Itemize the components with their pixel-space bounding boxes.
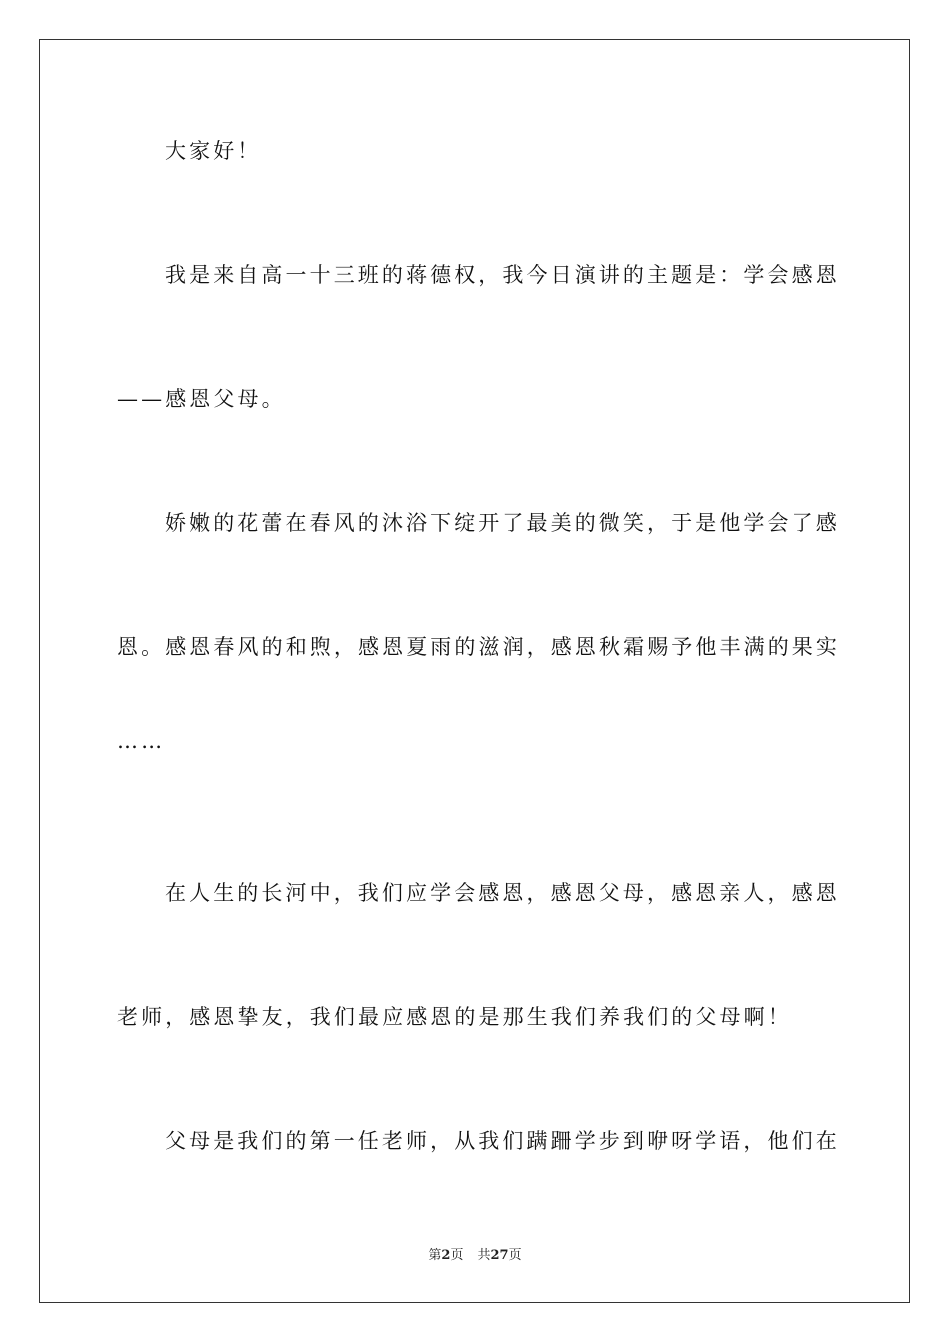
page-number-prefix: 第: [428, 1248, 442, 1263]
total-page-count: 27: [490, 1248, 509, 1263]
paragraph-line: ——感恩父母。: [117, 387, 286, 411]
total-pages-prefix: 共: [477, 1248, 491, 1263]
paragraph-line: 父母是我们的第一任老师，从我们蹒跚学步到咿呀学语，他们在: [165, 1129, 840, 1153]
paragraph-line: 娇嫩的花蕾在春风的沐浴下绽开了最美的微笑，于是他学会了感: [165, 511, 840, 535]
paragraph-line: ……: [117, 729, 166, 753]
total-pages-suffix: 页: [508, 1248, 522, 1263]
paragraph-line: 老师，感恩挚友，我们最应感恩的是那生我们养我们的父母啊！: [117, 1005, 792, 1029]
page-number-suffix: 页: [450, 1248, 464, 1263]
paragraph-line: 在人生的长河中，我们应学会感恩，感恩父母，感恩亲人，感恩: [165, 881, 840, 905]
current-page-number: 2: [441, 1248, 451, 1263]
paragraph-line: 我是来自高一十三班的蒋德权，我今日演讲的主题是：学会感恩: [165, 263, 840, 287]
paragraph-line: 恩。感恩春风的和煦，感恩夏雨的滋润，感恩秋霜赐予他丰满的果实: [117, 635, 840, 659]
page-border: [39, 39, 910, 1303]
greeting-line: 大家好！: [165, 139, 262, 163]
page-footer: [0, 1247, 950, 1265]
